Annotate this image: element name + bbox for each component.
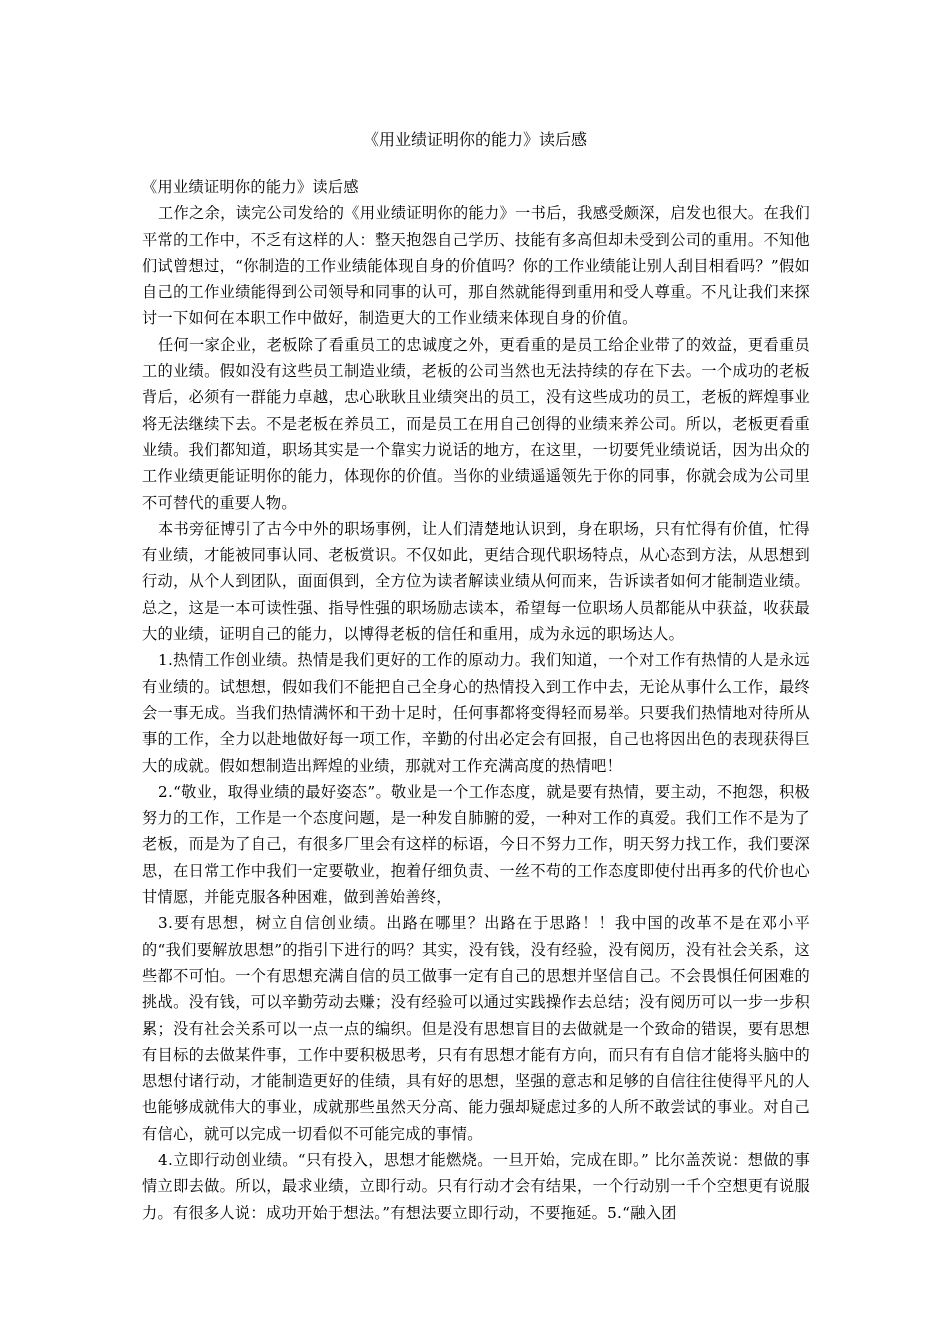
- paragraph-boss-values-performance: 任何一家企业，老板除了看重员工的忠诚度之外，更看重的是员工给企业带了的效益，更看重员工的业绩。假如没有这些员工制造业绩，老板的公司当然也无法持续的存在下去。一个成功的老板背后，必须有一群能力卓越，忠心耿耿且业绩突出的员工，没有这些成功的员工，老板的辉煌事业将无法继续下去。不是老板在养员工，而是员工在用自己创得的业绩来养公司。所以，老板更看重业绩。我们都知道，职场其实是一个靠实力说话的地方，在这里，一切要凭业绩说话，因为出众的工作业绩更能证明你的能力，体现你的价值。当你的业绩遥遥领先于你的同事，你就会成为公司里不可替代的重要人物。: [142, 335, 810, 512]
- paragraph-point-1-passion: 1.热情工作创业绩。热情是我们更好的工作的原动力。我们知道，一个对工作有热情的人是永远有业绩的。试想想，假如我们不能把自己全身心的热情投入到工作中去，无论从事什么工作，最终会一事无成。当我们热情满怀和干劲十足时，任何事都将变得轻而易举。只要我们热情地对待所从事的工作，全力以赴地做好每一项工作，辛勤的付出必定会有回报，自己也将因出色的表现获得巨大的成就。假如想制造出辉煌的业绩，那就对工作充满高度的热情吧！: [142, 651, 810, 775]
- document-title: 《用业绩证明你的能力》读后感: [362, 130, 587, 149]
- paragraph-intro: 工作之余，读完公司发给的《用业绩证明你的能力》一书后，我感受颇深，启发也很大。在我们平常的工作中，不乏有这样的人：整天抱怨自己学历、技能有多高但却未受到公司的重用。不知他们试曾想过，“你制造的工作业绩能体现自身的价值吗？你的工作业绩能让别人刮目相看吗？”假如自己的工作业绩能得到公司领导和同事的认可，那自然就能得到重用和受人尊重。不凡让我们来探讨一下如何在本职工作中做好，制造更大的工作业绩来体现自身的价值。: [142, 204, 810, 328]
- paragraph-book-summary: 本书旁征博引了古今中外的职场事例，让人们清楚地认识到，身在职场，只有忙得有价值，忙得有业绩，才能被同事认同、老板赏识。不仅如此，更结合现代职场特点，从心态到方法，从思想到行动，从个人到团队，面面俱到，全方位为读者解读业绩从何而来，告诉读者如何才能制造业绩。总之，这是一本可读性强、指导性强的职场励志读本，希望每一位职场人员都能从中获益，收获最大的业绩，证明自己的能力，以博得老板的信任和重用，成为永远的职场达人。: [142, 519, 810, 644]
- document-body: [142, 174, 810, 1226]
- paragraph-point-2-dedication: 2.“敬业，取得业绩的最好姿态”。敬业是一个工作态度，就是要有热情，要主动，不抱怨，积极努力的工作，工作是一个态度问题，是一种发自肺腑的爱，一种对工作的真爱。我们工作不是为了老板，而是为了自己，有很多厂里会有这样的标语，今日不努力工作，明天努力找工作，我们要深思，在日常工作中我们一定要敬业，抱着仔细负责、一丝不苟的工作态度即使付出再多的代价也心甘情愿，并能克服各种困难，做到善始善终，: [142, 782, 810, 907]
- paragraph-point-3-thinking-confidence: 3.要有思想，树立自信创业绩。出路在哪里？出路在于思路！！我中国的改革不是在邓小平的“我们要解放思想”的指引下进行的吗？其实，没有钱，没有经验，没有阅历，没有社会关系，这些都不可怕。一个有思想充满自信的员工做事一定有自己的思想并坚信自己。不会畏惧任何困难的挑战。没有钱，可以辛勤劳动去赚；没有经验可以通过实践操作去总结；没有阅历可以一步一步积累；没有社会关系可以一点一点的编织。但是没有思想盲目的去做就是一个致命的错误，要有思想有目标的去做某件事，工作中要积极思考，只有有思想才能有方向，而只有有自信才能将头脑中的思想付诸行动，才能制造更好的佳绩，具有好的思想，坚强的意志和足够的自信往往使得平凡的人也能够成就伟大的事业，成就那些虽然天分高、能力强却疑虑过多的人所不敢尝试的事业。对自己有信心，就可以完成一切看似不可能完成的事情。: [142, 914, 810, 1143]
- document-subtitle: 《用业绩证明你的能力》读后感: [142, 178, 359, 196]
- paragraph-point-4-action: 4.立即行动创业绩。“只有投入，思想才能燃烧。一旦开始，完成在即。” 比尔盖茨说：想做的事情立即去做。所以，最求业绩，立即行动。只有行动才会有结果，一个行动别一千个空想更有说服力。有很多人说：成功开始于想法。”有想法要立即行动，不要拖延。5.“融入团: [142, 1150, 810, 1222]
